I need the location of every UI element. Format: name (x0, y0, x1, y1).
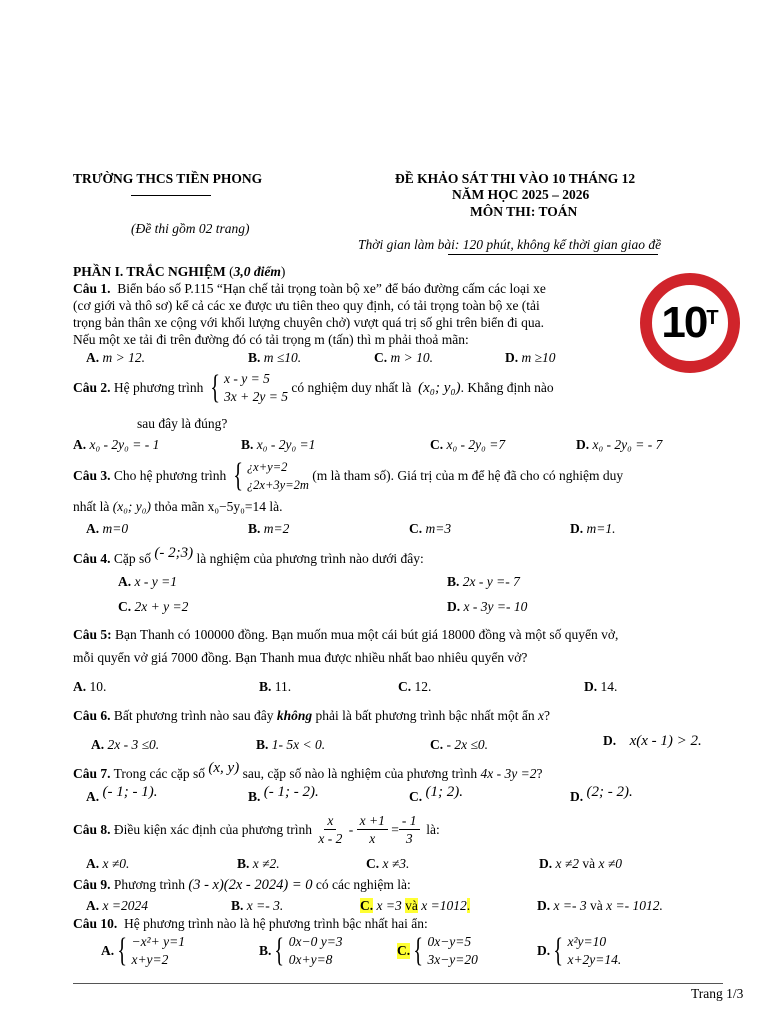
q2-system: { x - y = 5 3x + 2y = 5 (209, 369, 289, 406)
q9-stem: Câu 9. Phương trình (3 - x)(2x - 2024) = 0 có các nghiệm là: (73, 877, 411, 893)
time-note: Thời gian làm bài: 120 phút, không kể thời gian giao đề (358, 237, 662, 252)
q2-line2: sau đây là đúng? (137, 416, 228, 431)
school-year: NĂM HỌC 2025 – 2026 (452, 187, 590, 202)
q7-option-c: C. (1; 2). (409, 784, 463, 804)
q2-stem: Câu 2. Hệ phương trình { x - y = 5 3x + 2y = 5 có nghiệm duy nhất là (x₀; y₀) . Khẳng định nào (73, 369, 554, 406)
q2-option-a: A. x₀ - 2y₀ = - 1 (73, 437, 160, 452)
q8-option-d: D. x ≠2 và x ≠0 (539, 856, 623, 871)
time-underline (448, 254, 658, 255)
q2-option-d: D. x₀ - 2y₀ = - 7 (576, 437, 663, 452)
school-underline (131, 195, 211, 196)
q1-line2: (cơ giới và thô sơ) kể cả các xe được ưu tiên theo quy định, có tải trọng toàn bộ xe (tải (73, 298, 540, 313)
sign-sup: T (706, 307, 719, 329)
q1-option-b: B. m ≤10. (248, 350, 302, 365)
q4-option-a: A. x - y =1 (118, 574, 177, 589)
q10-option-a: A. { −x²+ y=1 x+y=2 (101, 932, 185, 969)
q6-option-a: A. 2x - 3 ≤0. (91, 737, 160, 752)
q8-stem: Câu 8. Điều kiện xác định của phương trình $\frac{x}{x - 2}$ - $\frac{x +1}{x}$ = $\frac{- 1}{3}$ là: (73, 813, 440, 846)
q1-line4: Nếu một xe tải đi trên đường đó có tải trọng m (tấn) thì m phải thoả mãn: (73, 332, 469, 347)
q8-fraction-2: $\frac{x +1}{x}$ (357, 812, 388, 847)
q1-option-d: D. m ≥10 (505, 350, 556, 365)
q9-option-a: A. x =2024 (86, 898, 148, 913)
q5-option-c: C. 12. (398, 679, 432, 694)
q5-option-b: B. 11. (259, 679, 292, 694)
q8-option-a: A. x ≠0. (86, 856, 130, 871)
q5-option-a: A. 10. (73, 679, 107, 694)
pages-note: (Đề thi gồm 02 trang) (131, 221, 250, 236)
q6-option-c: C. - 2x ≤0. (430, 737, 489, 752)
q7-stem: Câu 7. Trong các cặp số (x, y) sau, cặp số nào là nghiệm của phương trình 4x - 3y =2? (73, 760, 543, 781)
part1-title: PHẦN I. TRẮC NGHIỆM (3,0 điểm) (73, 264, 286, 279)
q1-option-a: A. m > 12. (86, 350, 145, 365)
q3-line2: nhất là (x₀; y₀) thỏa mãn x₀−5y₀=14 là. (73, 499, 283, 514)
q6-option-d: D. x(x - 1) > 2. (603, 733, 702, 749)
q7-option-a: A. (- 1; - 1). (86, 784, 158, 804)
q3-system: { ¿x+y=2 ¿2x+3y=2m (232, 457, 309, 494)
q7-option-d: D. (2; - 2). (570, 784, 633, 804)
page-number: Trang 1/3 (691, 986, 744, 1001)
q8-option-b: B. x ≠2. (237, 856, 280, 871)
q4-option-d: D. x - 3y =- 10 (447, 599, 528, 614)
footer-rule (73, 983, 723, 984)
q1-line1: Câu 1. Biển báo số P.115 “Hạn chế tải trọng toàn bộ xe” để báo đường cấm các loại xe (73, 281, 546, 296)
q10-option-c: C. { 0x−y=5 3x−y=20 (397, 932, 478, 969)
exam-title: ĐỀ KHẢO SÁT THI VÀO 10 THÁNG 12 (395, 171, 636, 186)
subject: MÔN THI: TOÁN (470, 204, 578, 219)
q3-stem: Câu 3. Cho hệ phương trình { ¿x+y=2 ¿2x+3y=2m (m là tham số). Giá trị của m để hệ đã cho có nghiệm duy (73, 457, 624, 494)
q3-option-b: B. m=2 (248, 521, 290, 536)
q9-option-c: C. x =3 và x =1012. (360, 898, 471, 913)
q9-option-b: B. x =- 3. (231, 898, 284, 913)
q10-stem: Câu 10. Hệ phương trình nào là hệ phương trình bậc nhất hai ẩn: (73, 916, 428, 931)
q3-option-a: A. m=0 (86, 521, 129, 536)
q6-stem: Câu 6. Bất phương trình nào sau đây không phải là bất phương trình bậc nhất một ẩn x? (73, 708, 551, 723)
q6-option-b: B. 1- 5x < 0. (256, 737, 326, 752)
weight-limit-sign (640, 273, 740, 373)
q1-option-c: C. m > 10. (374, 350, 433, 365)
q4-stem: Câu 4. Cặp số (- 2;3) là nghiệm của phương trình nào dưới đây: (73, 545, 424, 566)
q1-line3: trọng bản thân xe cộng với khối lượng chuyên chở) vượt quá trị số ghi trên biển đi qua. (73, 315, 544, 330)
q8-fraction-1: $\frac{x}{x - 2}$ (318, 813, 343, 846)
q9-option-d: D. x =- 3 và x =- 1012. (537, 898, 663, 913)
q7-option-b: B. (- 1; - 2). (248, 784, 319, 804)
q10-option-d: D. { x²y=10 x+2y=14. (537, 932, 622, 969)
sign-number: 10 (661, 298, 707, 347)
q8-option-c: C. x ≠3. (366, 856, 410, 871)
q10-option-b: B. { 0x−0 y=3 0x+y=8 (259, 932, 343, 969)
q8-fraction-3: $\frac{- 1}{3}$ (399, 812, 420, 847)
school-name: TRƯỜNG THCS TIỀN PHONG (73, 171, 263, 186)
q4-option-b: B. 2x - y =- 7 (447, 574, 520, 589)
q2-option-b: B. x₀ - 2y₀ =1 (241, 437, 316, 452)
q4-option-c: C. 2x + y =2 (118, 599, 189, 614)
q3-option-d: D. m=1. (570, 521, 616, 536)
q2-option-c: C. x₀ - 2y₀ =7 (430, 437, 506, 452)
q5-option-d: D. 14. (584, 679, 618, 694)
q5-line2: mỗi quyển vở giá 7000 đồng. Bạn Thanh mua được nhiều nhất bao nhiêu quyển vở? (73, 650, 528, 665)
q5-line1: Câu 5: Bạn Thanh có 100000 đồng. Bạn muốn mua một cái bút giá 18000 đồng và một số quyển vở, (73, 627, 619, 642)
q3-option-c: C. m=3 (409, 521, 452, 536)
